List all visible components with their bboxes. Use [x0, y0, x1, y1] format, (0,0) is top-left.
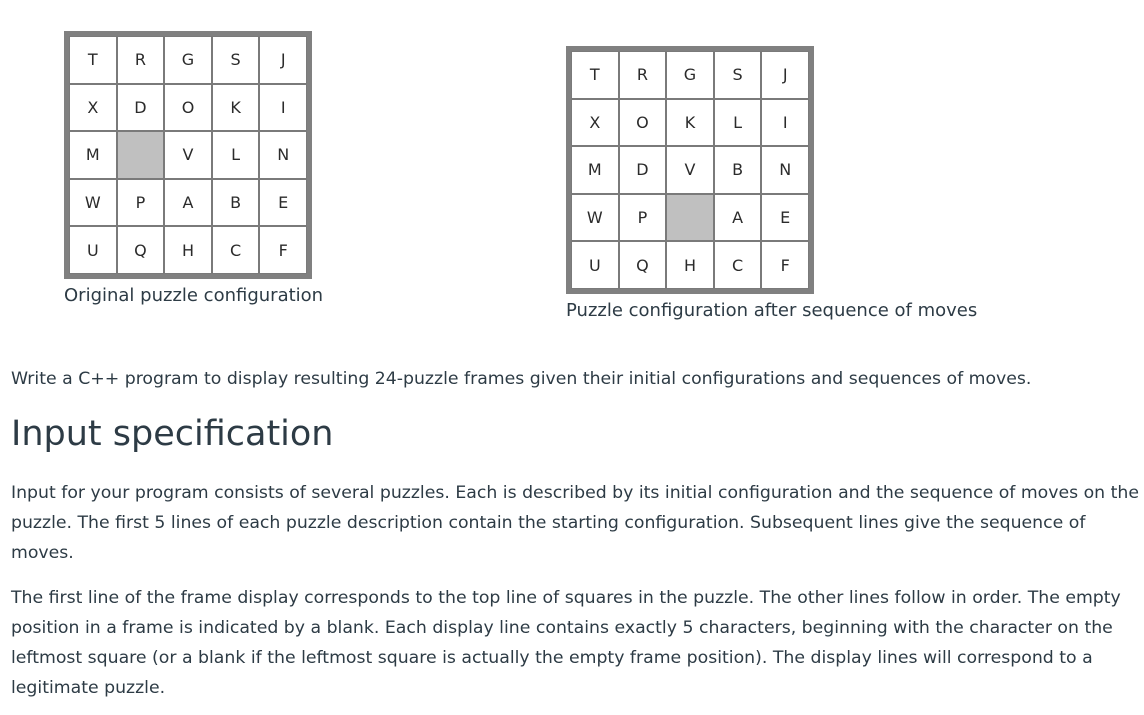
- puzzle-tile: D: [117, 84, 165, 132]
- puzzle-tile: P: [117, 179, 165, 227]
- puzzle-grid-after: [566, 46, 814, 294]
- puzzle-tile: B: [714, 146, 762, 194]
- puzzle-tile: K: [212, 84, 260, 132]
- puzzle-tile: J: [761, 51, 809, 99]
- puzzle-tile: B: [212, 179, 260, 227]
- puzzle-tile: M: [69, 131, 117, 179]
- puzzle-tile: L: [212, 131, 260, 179]
- puzzle-tile: I: [761, 99, 809, 147]
- figure-original-puzzle: [64, 31, 323, 306]
- puzzle-tile: T: [571, 51, 619, 99]
- puzzle-tile: H: [164, 226, 212, 274]
- puzzle-tile: P: [619, 194, 667, 242]
- puzzle-tile: U: [571, 241, 619, 289]
- puzzle-tile: F: [259, 226, 307, 274]
- puzzle-tile: Q: [619, 241, 667, 289]
- empty-tile: [666, 194, 714, 242]
- section-heading-input-specification: Input specification: [11, 414, 334, 454]
- puzzle-tile: X: [571, 99, 619, 147]
- puzzle-tile: Q: [117, 226, 165, 274]
- puzzle-tile: G: [164, 36, 212, 84]
- puzzle-tile: I: [259, 84, 307, 132]
- intro-paragraph: Write a C++ program to display resulting 24-puzzle frames given their initial configurations and sequences of moves.: [11, 369, 1032, 389]
- puzzle-tile: M: [571, 146, 619, 194]
- puzzle-tile: N: [761, 146, 809, 194]
- puzzle-tile: R: [619, 51, 667, 99]
- puzzle-tile: S: [714, 51, 762, 99]
- puzzle-tile: H: [666, 241, 714, 289]
- puzzle-tile: C: [212, 226, 260, 274]
- puzzle-tile: X: [69, 84, 117, 132]
- puzzle-tile: C: [714, 241, 762, 289]
- puzzle-tile: U: [69, 226, 117, 274]
- puzzle-tile: V: [164, 131, 212, 179]
- puzzle-tile: O: [619, 99, 667, 147]
- puzzle-tile: K: [666, 99, 714, 147]
- puzzle-tile: G: [666, 51, 714, 99]
- puzzle-tile: D: [619, 146, 667, 194]
- puzzle-tile: W: [69, 179, 117, 227]
- puzzle-tile: E: [761, 194, 809, 242]
- puzzle-tile: R: [117, 36, 165, 84]
- caption-original: Original puzzle configuration: [64, 285, 324, 306]
- puzzle-tile: L: [714, 99, 762, 147]
- puzzle-tile: A: [714, 194, 762, 242]
- paragraph-frame-display: The first line of the frame display corresponds to the top line of squares in the puzzle. The other lines follow in order. The empty position in a frame is indicated by a blank. Each display line contains exactly 5 characters, beginning with the character on the leftmost square (or a blank if the leftmost square is actually the empty frame position). The display lines will correspond to a legitimate puzzle.: [11, 588, 1121, 698]
- puzzle-tile: A: [164, 179, 212, 227]
- puzzle-tile: T: [69, 36, 117, 84]
- puzzle-tile: V: [666, 146, 714, 194]
- puzzle-tile: J: [259, 36, 307, 84]
- paragraph-input-description: Input for your program consists of several puzzles. Each is described by its initial configuration and the sequence of moves on the puzzle. The first 5 lines of each puzzle description contain the starting configuration. Subsequent lines give the sequence of moves.: [11, 483, 1139, 563]
- puzzle-tile: O: [164, 84, 212, 132]
- figure-after-moves-puzzle: [566, 46, 977, 321]
- puzzle-tile: E: [259, 179, 307, 227]
- puzzle-grid-original: [64, 31, 312, 279]
- caption-after: Puzzle configuration after sequence of moves: [566, 300, 978, 321]
- puzzle-tile: W: [571, 194, 619, 242]
- puzzle-tile: F: [761, 241, 809, 289]
- puzzle-tile: N: [259, 131, 307, 179]
- empty-tile: [117, 131, 165, 179]
- puzzle-tile: S: [212, 36, 260, 84]
